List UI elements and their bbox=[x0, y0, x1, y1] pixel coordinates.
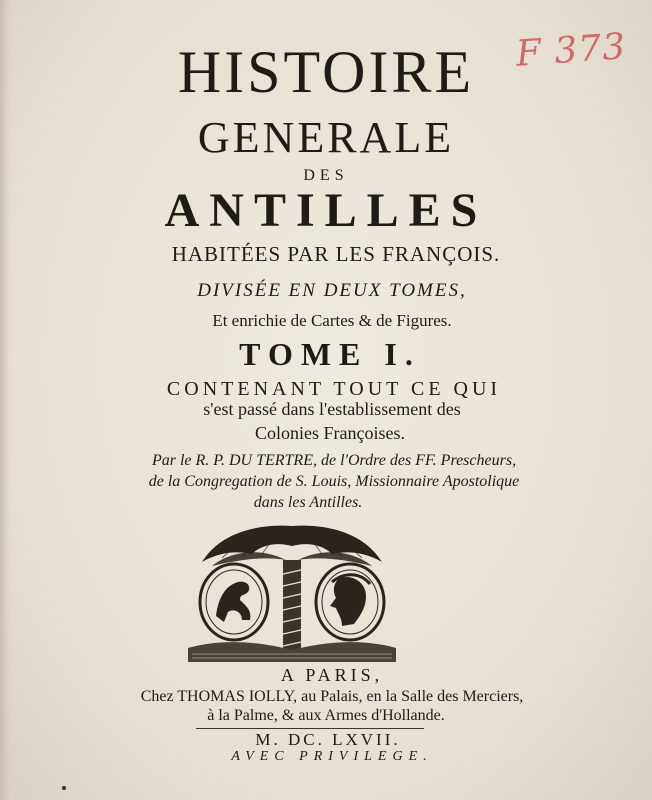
shelfmark-annotation: F 373 bbox=[514, 26, 628, 75]
contents-line-1: CONTENANT TOUT CE QUI bbox=[166, 378, 502, 400]
imprint-privilege: AVEC PRIVILEGE. bbox=[231, 749, 433, 764]
imprint-publisher-line-2: à la Palme, & aux Armes d'Hollande. bbox=[207, 707, 445, 724]
imprint-date: M. DC. LXVII. bbox=[255, 730, 401, 749]
subtitle-habitees: HABITÉES PAR LES FRANÇOIS. bbox=[171, 242, 501, 266]
contents-line-2: s'est passé dans l'establissement des bbox=[203, 399, 461, 419]
subtitle-enrichie: Et enrichie de Cartes & de Figures. bbox=[212, 311, 452, 330]
contents-line-3: Colonies Françoises. bbox=[255, 423, 405, 443]
volume-heading: TOME I. bbox=[239, 336, 421, 372]
imprint-publisher-line-1: Chez THOMAS IOLLY, au Palais, en la Salle des Merciers, bbox=[140, 688, 524, 705]
author-line-1: Par le R. P. DU TERTRE, de l'Ordre des FF. Prescheurs, bbox=[151, 452, 517, 469]
printer-device-palm-tree-icon bbox=[182, 520, 402, 666]
title-line-antilles: ANTILLES bbox=[164, 184, 488, 237]
subtitle-divisee: DIVISÉE EN DEUX TOMES, bbox=[197, 280, 467, 301]
title-line-generale: GENERALE bbox=[197, 113, 455, 162]
imprint-divider bbox=[196, 728, 424, 729]
ink-spot bbox=[62, 786, 66, 790]
author-line-2: de la Congregation de S. Louis, Missionnaire Apostolique bbox=[148, 473, 520, 490]
author-line-3: dans les Antilles. bbox=[253, 494, 363, 511]
imprint-city: A PARIS, bbox=[280, 665, 384, 685]
title-line-des: DES bbox=[303, 167, 349, 184]
title-line-histoire: HISTOIRE bbox=[177, 39, 475, 105]
